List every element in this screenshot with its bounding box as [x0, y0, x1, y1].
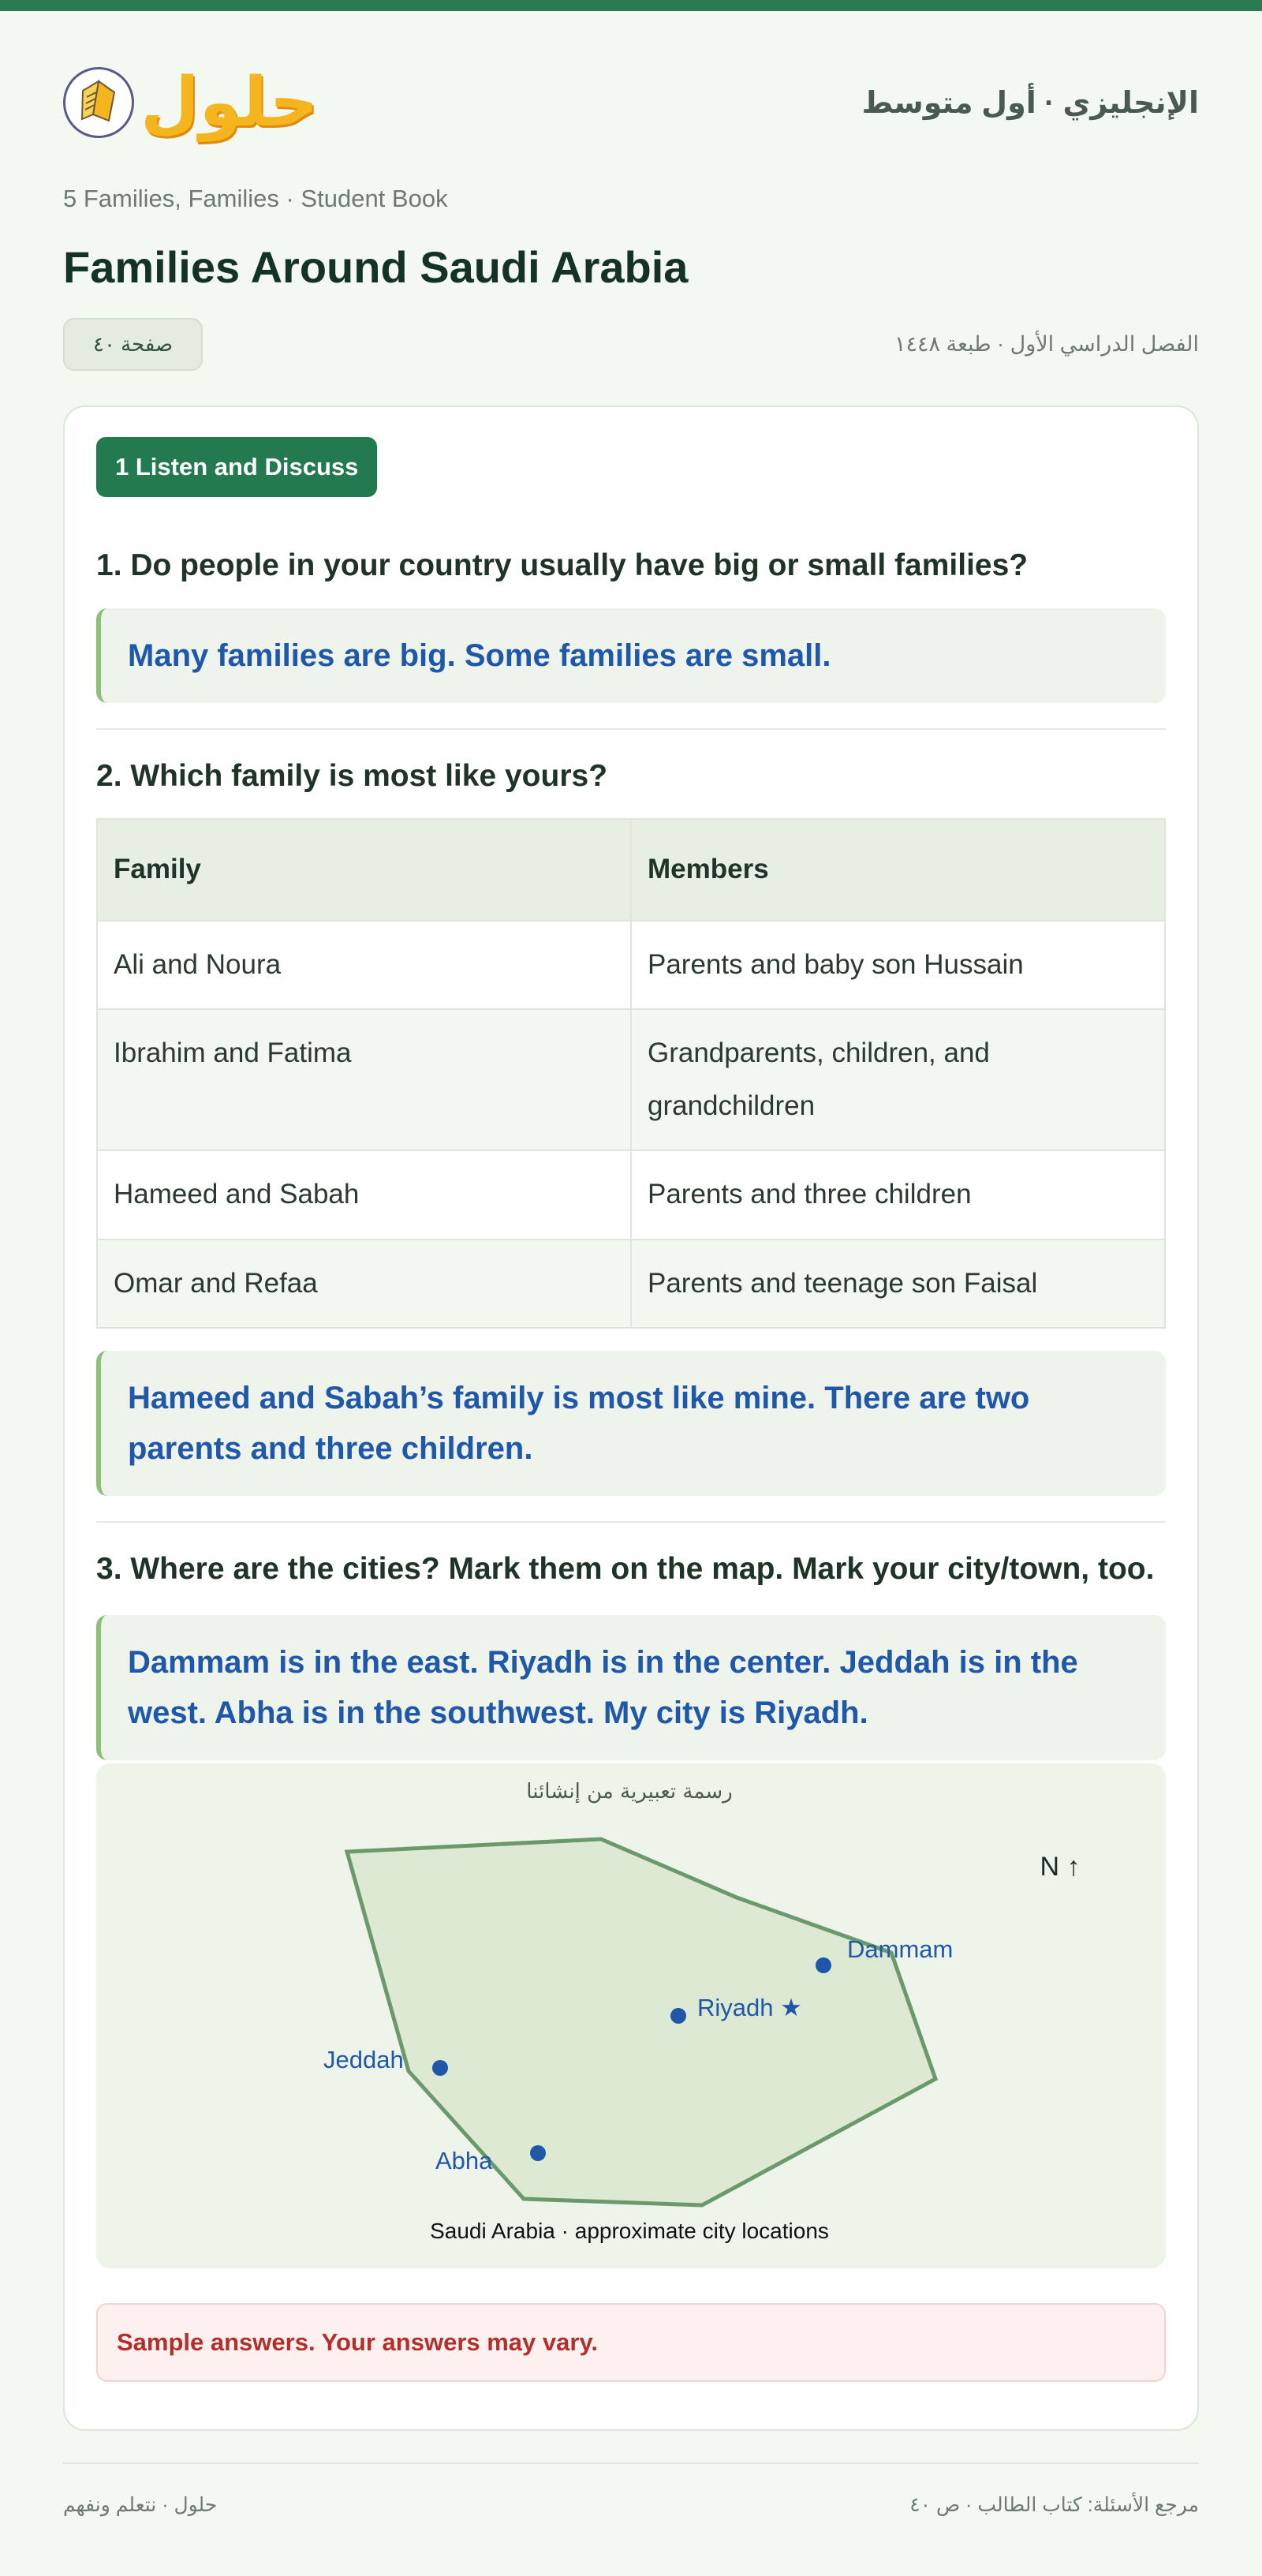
- logo-wordmark: حلول: [140, 63, 319, 142]
- answer-1: Many families are big. Some families are small.: [96, 608, 1166, 703]
- top-accent-bar: [0, 0, 1262, 11]
- question-1: 1. Do people in your country usually have big or small families?: [96, 548, 1029, 582]
- breadcrumb[interactable]: 5 Families, Families · Student Book: [63, 185, 448, 212]
- divider: [96, 728, 1166, 730]
- table-cell-family: Ibrahim and Fatima: [97, 1009, 631, 1150]
- meta-row: [63, 318, 1199, 371]
- city-label-riyadh: Riyadh ★: [697, 1993, 802, 2021]
- logo[interactable]: [63, 63, 319, 142]
- footer: [63, 2462, 1199, 2546]
- families-table: [96, 818, 1166, 1329]
- table-header-row: [97, 819, 1165, 921]
- table-cell-members: Parents and teenage son Faisal: [631, 1239, 1165, 1329]
- page-number-badge: صفحة ٤٠: [63, 318, 203, 371]
- content-card: [63, 406, 1199, 2431]
- map-caption-bottom: Saudi Arabia · approximate city locations: [430, 2218, 829, 2243]
- footer-right: مرجع الأسئلة: كتاب الطالب · ص ٤٠: [909, 2493, 1199, 2516]
- book-icon: [63, 67, 134, 138]
- table-row: [97, 921, 1165, 1010]
- table-cell-family: Hameed and Sabah: [97, 1150, 631, 1239]
- table-row: [97, 1239, 1165, 1329]
- header: [63, 11, 1199, 194]
- page-title: Families Around Saudi Arabia: [63, 242, 689, 292]
- map-caption-top: رسمة تعبيرية من إنشائنا: [526, 1779, 733, 1804]
- city-marker-riyadh[interactable]: [670, 2008, 686, 2024]
- divider: [96, 1521, 1166, 1523]
- table-cell-members: Grandparents, children, and grandchildren: [631, 1009, 1165, 1150]
- semester-info: الفصل الدراسي الأول · طبعة ١٤٤٨: [894, 332, 1199, 356]
- city-marker-jeddah[interactable]: [432, 2060, 448, 2076]
- table-row: [97, 1009, 1165, 1150]
- city-label-abha: Abha: [435, 2146, 493, 2174]
- section-label: 1 Listen and Discuss: [96, 437, 377, 497]
- city-label-jeddah: Jeddah: [323, 2045, 404, 2073]
- footer-left: حلول · نتعلم ونفهم: [63, 2493, 218, 2516]
- table-cell-family: Omar and Refaa: [97, 1239, 631, 1329]
- question-3: 3. Where are the cities? Mark them on the map. Mark your city/town, too.: [96, 1552, 1155, 1586]
- table-cell-members: Parents and baby son Hussain: [631, 921, 1165, 1010]
- table-cell-members: Parents and three children: [631, 1150, 1165, 1239]
- sample-answers-note: Sample answers. Your answers may vary.: [96, 2303, 1166, 2382]
- table-cell-family: Ali and Noura: [97, 921, 631, 1010]
- table-header-family: Family: [97, 819, 631, 921]
- answer-2: Hameed and Sabah’s family is most like mine. There are two parents and three children.: [96, 1351, 1166, 1496]
- city-marker-abha[interactable]: [530, 2145, 546, 2161]
- question-2: 2. Which family is most like yours?: [96, 758, 608, 793]
- answer-3: Dammam is in the east. Riyadh is in the center. Jeddah is in the west. Abha is in the southwest. My city is Riyadh.: [96, 1615, 1166, 1760]
- city-label-dammam: Dammam: [847, 1935, 954, 1963]
- compass-north-icon: N ↑: [1040, 1851, 1081, 1882]
- subject-title: الإنجليزي · أول متوسط: [861, 86, 1199, 120]
- table-header-members: Members: [631, 819, 1165, 921]
- table-row: [97, 1150, 1165, 1239]
- saudi-map: [96, 1763, 1166, 2268]
- city-marker-dammam[interactable]: [816, 1957, 831, 1973]
